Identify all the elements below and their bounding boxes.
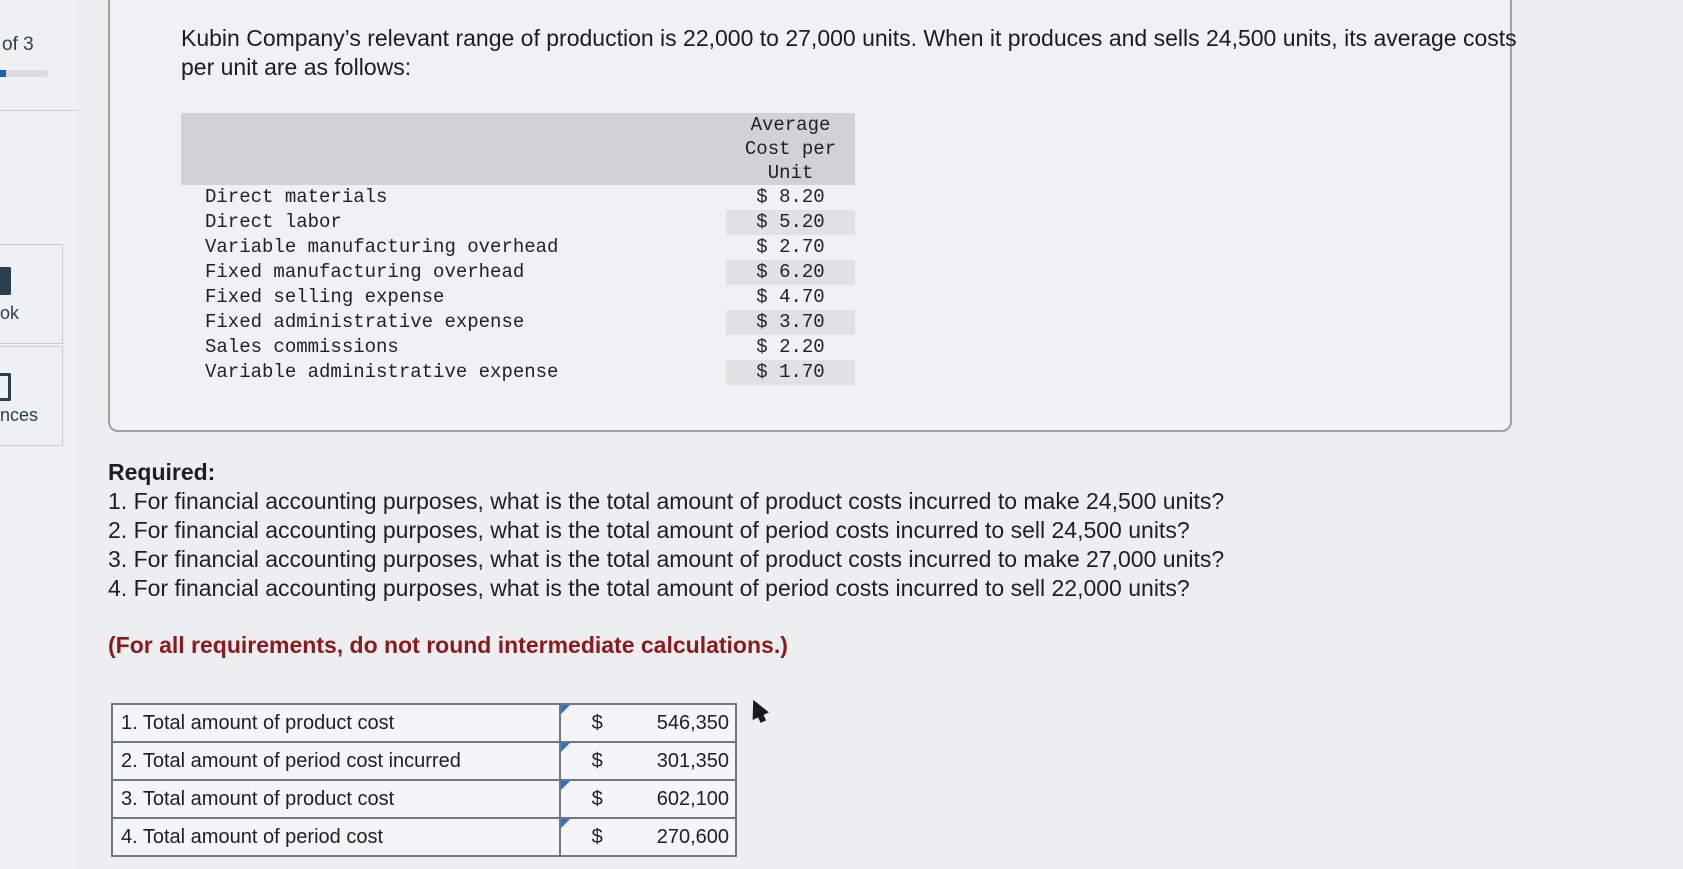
cost-value: $ 6.20 (726, 260, 855, 285)
rounding-note: (For all requirements, do not round intermediate calculations.) (108, 632, 788, 658)
cost-name-header (181, 113, 726, 185)
cost-name: Direct labor (205, 211, 342, 233)
list-item: 3. For financial accounting purposes, what is the total amount of product costs incurred to make 27,000 units? (108, 546, 1225, 572)
problem-intro: Kubin Company’s relevant range of production is 22,000 to 27,000 units. When it produces and sells 24,500 units, its average costs per unit are as follows: (181, 25, 1517, 80)
answer-input[interactable]: 602,100 (633, 780, 736, 818)
answer-input[interactable]: 546,350 (633, 704, 736, 742)
cost-name: Direct materials (205, 186, 388, 208)
required-section (108, 458, 1508, 603)
cost-value: $ 5.20 (726, 210, 855, 235)
answer-label: 4. Total amount of period cost (112, 818, 560, 856)
progress-bar (0, 70, 48, 77)
header-line: Unit (767, 162, 814, 184)
list-item: 1. For financial accounting purposes, what is the total amount of product costs incurred to make 24,500 units? (108, 488, 1225, 514)
currency-symbol: $ (560, 742, 634, 780)
cost-value: $ 2.70 (756, 236, 825, 258)
cost-value: $ 2.20 (756, 336, 825, 358)
required-list (108, 487, 1508, 603)
cost-value: $ 4.70 (756, 286, 825, 308)
cost-name: Sales commissions (205, 336, 399, 358)
progress-fill (0, 70, 6, 77)
sidebar (0, 0, 78, 869)
cost-name: Fixed administrative expense (205, 311, 525, 333)
references-icon (0, 373, 11, 401)
table-row (181, 360, 855, 385)
sidebar-item-ebook[interactable] (0, 244, 63, 344)
required-title: Required: (108, 459, 216, 485)
sidebar-item-label: nces (0, 405, 39, 425)
list-item: 2. For financial accounting purposes, what is the total amount of period costs incurred to sell 24,500 units? (108, 517, 1190, 543)
table-row (181, 185, 855, 210)
list-item: 4. For financial accounting purposes, what is the total amount of period costs incurred to sell 22,000 units? (108, 575, 1190, 601)
table-row (181, 235, 855, 260)
currency-symbol: $ (560, 818, 634, 856)
table-row (112, 704, 736, 742)
cost-name: Variable administrative expense (205, 361, 559, 383)
cost-name: Variable manufacturing overhead (205, 236, 559, 258)
answer-input[interactable]: 301,350 (633, 742, 736, 780)
average-cost-header (726, 113, 855, 185)
table-row (181, 285, 855, 310)
table-row (112, 780, 736, 818)
cost-value: $ 3.70 (726, 310, 855, 335)
answer-label: 3. Total amount of product cost (112, 780, 560, 818)
cost-value: $ 1.70 (726, 360, 855, 385)
cost-table (181, 113, 855, 385)
cost-name: Fixed manufacturing overhead (205, 261, 525, 283)
table-row (181, 260, 855, 285)
answer-input[interactable]: 270,600 (633, 818, 736, 856)
mouse-cursor-icon (745, 696, 769, 720)
table-row (112, 818, 736, 856)
header-line: Average (750, 114, 831, 136)
cost-name: Fixed selling expense (205, 286, 445, 308)
currency-symbol: $ (560, 780, 634, 818)
sidebar-item-label: ok (0, 303, 20, 323)
table-row (181, 335, 855, 360)
page-indicator: of 3 (2, 34, 34, 55)
answer-label: 1. Total amount of product cost (112, 704, 560, 742)
sidebar-item-references[interactable] (0, 346, 63, 446)
answer-label: 2. Total amount of period cost incurred (112, 742, 560, 780)
table-row (112, 742, 736, 780)
sidebar-divider (0, 110, 78, 111)
book-icon (0, 267, 11, 295)
table-row (181, 210, 855, 235)
currency-symbol: $ (560, 704, 634, 742)
cost-value: $ 8.20 (756, 186, 825, 208)
table-row (181, 310, 855, 335)
header-line: Cost per (744, 138, 837, 160)
answer-table (111, 703, 737, 857)
